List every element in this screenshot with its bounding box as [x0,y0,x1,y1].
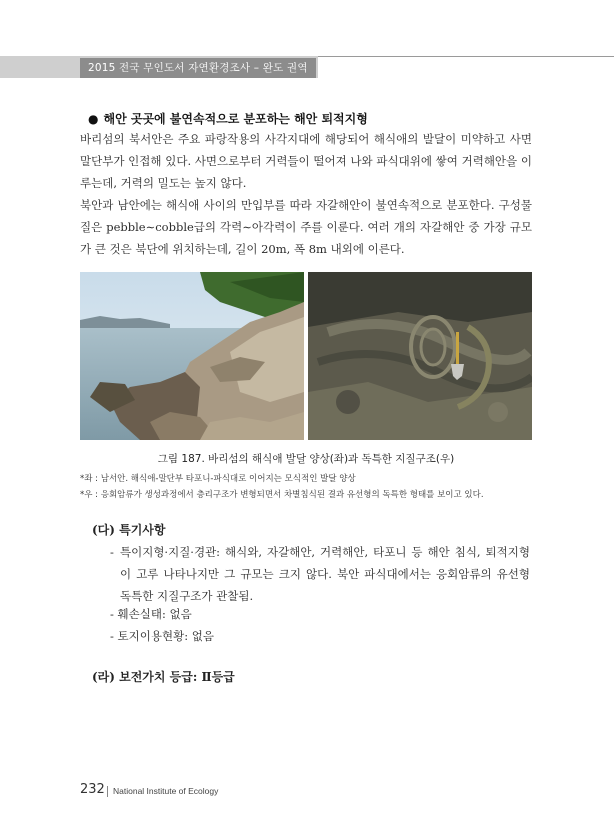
figure-note-right: *우 : 응회암류가 생성과정에서 층리구조가 변형되면서 차별침식된 결과 유선형의 독특한 형태를 보이고 있다. [80,490,484,500]
header-band-right [318,56,614,78]
geologic-structure-image [308,272,532,440]
paragraph-2: 북안과 남안에는 해식애 사이의 만입부를 따라 자갈해안이 불연속적으로 분포한다. 구성물질은 pebble∼cobble급의 각력∼아각력이 주를 이룬다. 여러 개의 자갈해안 중 가장 규모가 큰 것은 북단에 위치하는데, 길이 20m, 폭 8m 내외에 이른다. [80,198,532,256]
paragraph-1: 바리섬의 북서안은 주요 파랑작용의 사각지대에 해당되어 해식애의 발달이 미약하고 사면 말단부가 인접해 있다. 사면으로부터 거력들이 떨어져 나와 파식대위에 쌓여 거력해안을 이루는데, 거력의 밀도는 높지 않다. [80,132,532,190]
figure-caption: 그림 187. 바리섬의 해식애 발달 양상(좌)과 독특한 지질구조(우) [157,453,455,465]
sea-cliff-image [80,272,304,440]
header-rule [318,56,614,57]
special-item-landform-text: 특이지형·지질·경관: 해식와, 자갈해안, 거력해안, 타포니 등 해안 침식, 퇴적지형이 고루 나타나지만 그 규모는 크지 않다. 북안 파식대에서는 응회암류의 유선형 독특한 지질구조가 관찰됨. [120,545,530,603]
footer-separator [107,786,108,797]
special-notes-heading: (다) 특기사항 [92,523,166,537]
section-title [88,110,368,127]
special-item-land-use: - 토지이용현황: 없음 [110,629,214,643]
figure-note-left: *좌 : 남서안. 해식애-말단부 타포니-파식대로 이어지는 모식적인 발달 양상 [80,474,356,484]
photo-sea-cliff [80,272,304,440]
conservation-grade-heading: (라) 보전가치 등급: Ⅱ등급 [92,670,235,684]
special-item-damage: - 훼손실태: 없음 [110,607,192,621]
dash-marker: - [110,545,114,559]
running-header: 2015 전국 무인도서 자연환경조사 – 완도 권역 [80,58,316,78]
page-number: 232 [80,782,105,797]
bullet-icon: ● [88,112,99,126]
section-title-text: 해안 곳곳에 불연속적으로 분포하는 해안 퇴적지형 [103,112,368,126]
footer-organization: National Institute of Ecology [113,786,219,796]
photo-geologic-structure [308,272,532,440]
special-item-landform [110,541,530,607]
